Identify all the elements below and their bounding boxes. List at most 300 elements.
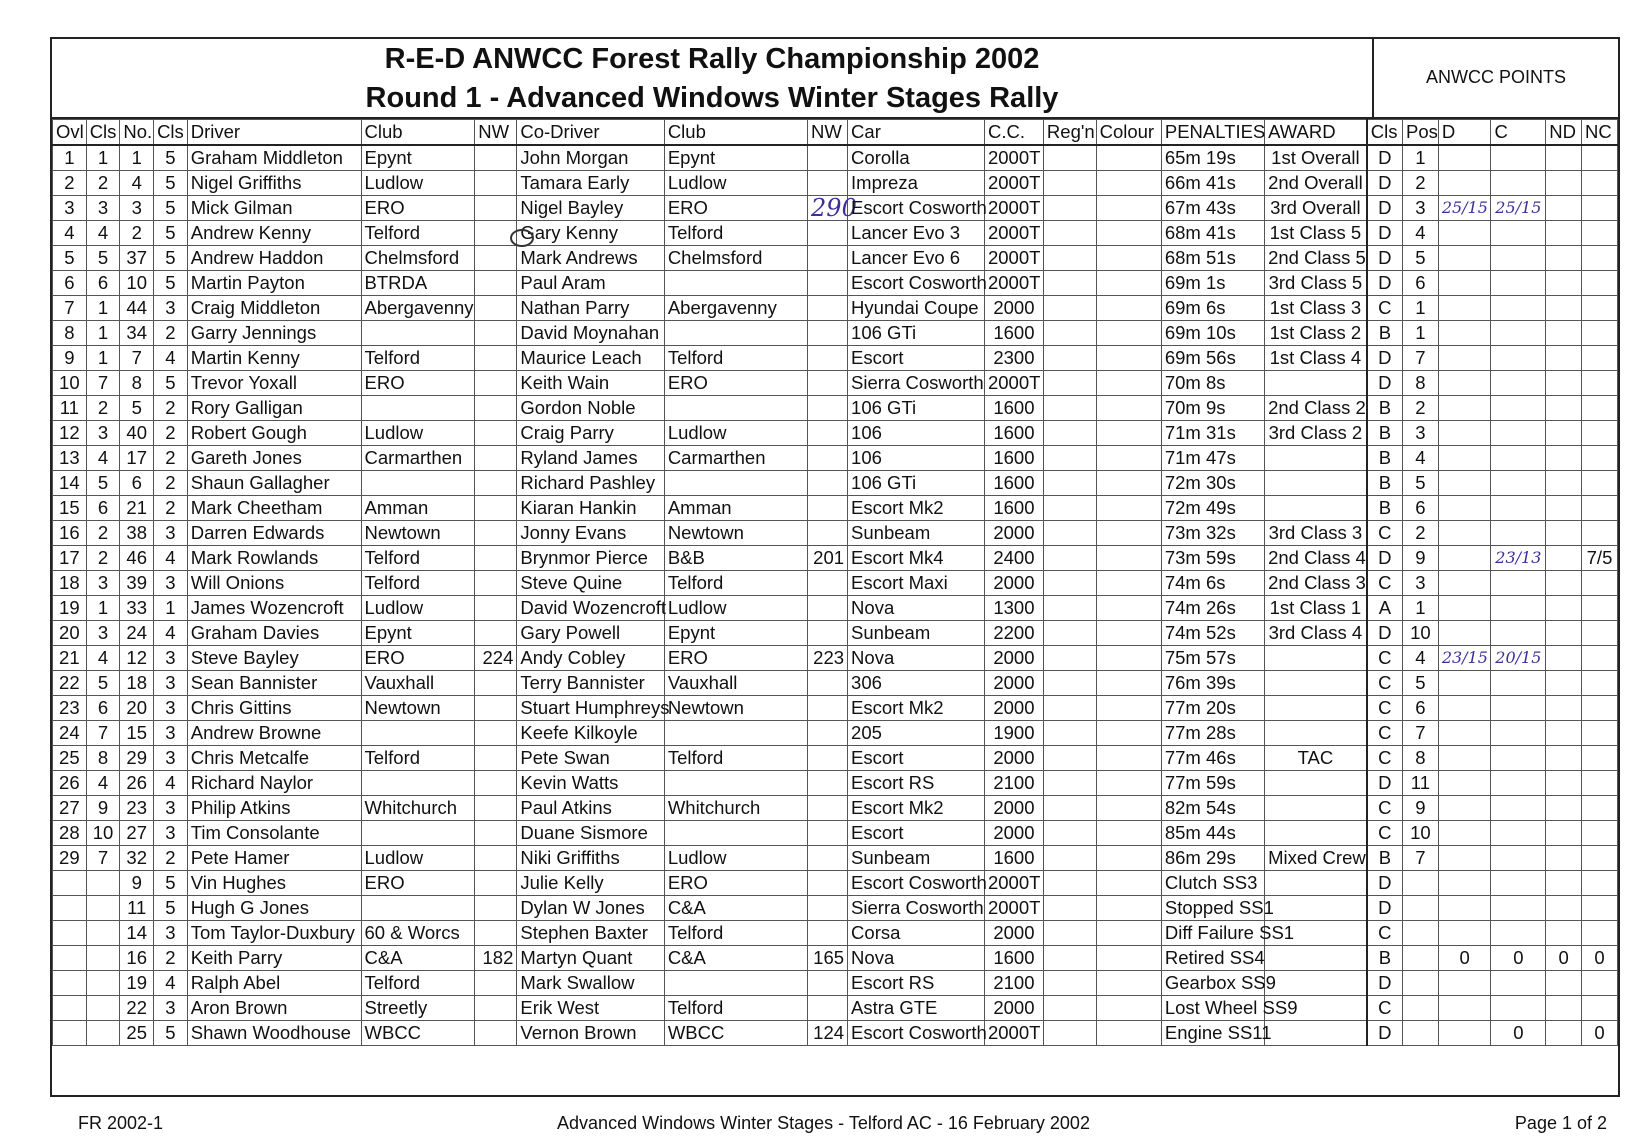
cell-penalties: 72m 49s [1161,496,1264,521]
cell-regn [1043,471,1096,496]
cell-pts-nd [1546,871,1582,896]
cell-club: ERO [361,871,475,896]
cell-club: Streetly [361,996,475,1021]
cell-pts-cls: B [1367,496,1403,521]
cell-car: Lancer Evo 6 [848,246,985,271]
cell-co-club: WBCC [664,1021,807,1046]
cell-co-nw [808,596,848,621]
cell-car: Escort [848,821,985,846]
cell-no: 10 [120,271,154,296]
header-class: Cls [154,120,188,146]
cell-cls: 3 [86,571,120,596]
cell-club: Telford [361,746,475,771]
cell-colour [1096,971,1161,996]
cell-pts-cls: D [1367,171,1403,196]
cell-car: 106 GTi [848,396,985,421]
cell-penalties: 77m 59s [1161,771,1264,796]
cell-co-driver: Brynmor Pierce [517,546,664,571]
cell-ovl [53,996,87,1021]
cell-co-club: C&A [664,946,807,971]
cell-ovl: 6 [53,271,87,296]
cell-pts-cls: D [1367,546,1403,571]
cell-pts-d [1438,271,1491,296]
table-row [53,571,1618,596]
points-label: ANWCC POINTS [1425,67,1566,87]
cell-ovl: 14 [53,471,87,496]
cell-co-driver: Andy Cobley [517,646,664,671]
cell-penalties: 69m 1s [1161,271,1264,296]
table-row [53,396,1618,421]
cell-car: Sunbeam [848,521,985,546]
cell-pts-cls: C [1367,921,1403,946]
cell-penalties: 69m 56s [1161,346,1264,371]
header-pts-pos: Pos [1403,120,1439,146]
cell-cls: 5 [86,246,120,271]
cell-club: Chelmsford [361,246,475,271]
cell-colour [1096,546,1161,571]
cell-driver: Philip Atkins [187,796,361,821]
cell-colour [1096,296,1161,321]
cell-pts-cls: B [1367,846,1403,871]
cell-ovl: 13 [53,446,87,471]
cell-co-club: Ludlow [664,421,807,446]
cell-pts-d: 25/15 [1438,196,1491,221]
cell-club: Ludlow [361,171,475,196]
cell-class: 3 [154,921,188,946]
cell-pts-pos [1403,1021,1439,1046]
cell-penalties: 65m 19s [1161,145,1264,171]
cell-co-driver: Mark Andrews [517,246,664,271]
cell-colour [1096,396,1161,421]
cell-co-club [664,971,807,996]
cell-pts-nd [1546,521,1582,546]
cell-penalties: 75m 57s [1161,646,1264,671]
cell-car: Sierra Cosworth [848,371,985,396]
cell-pts-nc [1582,746,1618,771]
cell-co-driver: Ryland James [517,446,664,471]
cell-cc: 2000 [984,646,1043,671]
cell-pts-nc [1582,246,1618,271]
cell-driver: Robert Gough [187,421,361,446]
cell-co-nw [808,346,848,371]
cell-pts-pos: 7 [1403,846,1439,871]
cell-cc: 2000T [984,871,1043,896]
cell-colour [1096,871,1161,896]
cell-class: 5 [154,145,188,171]
cell-car: Escort Mk4 [848,546,985,571]
cell-club [361,471,475,496]
cell-co-nw [808,171,848,196]
cell-co-club: Ludlow [664,596,807,621]
cell-no: 37 [120,246,154,271]
cell-nw: 182 [475,946,517,971]
cell-club [361,396,475,421]
cell-cc: 1600 [984,496,1043,521]
cell-cc: 2000T [984,246,1043,271]
cell-co-driver: Pete Swan [517,746,664,771]
cell-club: Telford [361,546,475,571]
cell-pts-c [1491,321,1546,346]
cell-pts-nd [1546,896,1582,921]
table-row [53,846,1618,871]
cell-club [361,321,475,346]
table-row [53,521,1618,546]
cell-nw [475,996,517,1021]
cell-regn [1043,546,1096,571]
cell-colour [1096,571,1161,596]
cell-car: Astra GTE [848,996,985,1021]
cell-co-nw [808,471,848,496]
cell-pts-d [1438,145,1491,171]
cell-penalties: 69m 6s [1161,296,1264,321]
cell-co-club: Ludlow [664,171,807,196]
cell-pts-nd [1546,496,1582,521]
table-row [53,671,1618,696]
cell-cc: 2400 [984,546,1043,571]
cell-pts-c [1491,571,1546,596]
cell-pts-nc [1582,321,1618,346]
cell-pts-cls: B [1367,946,1403,971]
cell-penalties: 69m 10s [1161,321,1264,346]
cell-pts-pos: 8 [1403,746,1439,771]
cell-pts-pos: 4 [1403,221,1439,246]
cell-pts-nd [1546,696,1582,721]
cell-co-driver: Paul Aram [517,271,664,296]
cell-regn [1043,145,1096,171]
cell-pts-nd: 0 [1546,946,1582,971]
cell-pts-nd [1546,721,1582,746]
cell-class: 5 [154,221,188,246]
cell-regn [1043,896,1096,921]
cell-penalties: 67m 43s [1161,196,1264,221]
cell-no: 14 [120,921,154,946]
cell-ovl: 19 [53,596,87,621]
cell-cc: 2000 [984,671,1043,696]
cell-regn [1043,796,1096,821]
cell-pts-pos: 1 [1403,296,1439,321]
cell-penalties: 76m 39s [1161,671,1264,696]
cell-pts-cls: A [1367,596,1403,621]
cell-cc: 2000 [984,996,1043,1021]
cell-regn [1043,721,1096,746]
cell-pts-nd [1546,796,1582,821]
table-row [53,371,1618,396]
cell-class: 2 [154,946,188,971]
cell-penalties: Stopped SS1 [1161,896,1264,921]
cell-driver: Mark Rowlands [187,546,361,571]
header-driver: Driver [187,120,361,146]
cell-co-club: Epynt [664,145,807,171]
cell-driver: Shawn Woodhouse [187,1021,361,1046]
cell-award: 3rd Class 3 [1265,521,1367,546]
cell-penalties: 68m 41s [1161,221,1264,246]
cell-pts-nc [1582,796,1618,821]
cell-pts-d [1438,521,1491,546]
cell-pts-c [1491,846,1546,871]
cell-pts-pos: 6 [1403,696,1439,721]
cell-driver: Chris Gittins [187,696,361,721]
cell-cls: 4 [86,771,120,796]
cell-co-club: Newtown [664,521,807,546]
cell-co-club [664,821,807,846]
cell-class: 5 [154,246,188,271]
cell-cc: 2000 [984,921,1043,946]
cell-pts-d [1438,721,1491,746]
cell-cc: 2300 [984,346,1043,371]
cell-class: 3 [154,296,188,321]
cell-pts-d [1438,321,1491,346]
cell-nw [475,796,517,821]
cell-penalties: 77m 20s [1161,696,1264,721]
table-row [53,821,1618,846]
cell-co-nw [808,721,848,746]
cell-pts-c [1491,821,1546,846]
cell-co-driver: Martyn Quant [517,946,664,971]
cell-cc: 2000T [984,221,1043,246]
cell-penalties: 73m 32s [1161,521,1264,546]
table-row [53,296,1618,321]
cell-pts-pos: 5 [1403,471,1439,496]
cell-award [1265,796,1367,821]
cell-driver: Shaun Gallagher [187,471,361,496]
cell-nw [475,296,517,321]
cell-pts-d [1438,446,1491,471]
table-row [53,321,1618,346]
cell-car: Nova [848,946,985,971]
cell-pts-c [1491,521,1546,546]
cell-driver: Garry Jennings [187,321,361,346]
cell-award [1265,946,1367,971]
cell-cls: 1 [86,596,120,621]
cell-pts-nd [1546,396,1582,421]
cell-co-driver: Stephen Baxter [517,921,664,946]
cell-cc: 2000 [984,821,1043,846]
cell-pts-c [1491,171,1546,196]
cell-regn [1043,921,1096,946]
cell-driver: Vin Hughes [187,871,361,896]
cell-club: Epynt [361,145,475,171]
cell-pts-c: 20/15 [1491,646,1546,671]
cell-co-driver: David Wozencroft [517,596,664,621]
cell-pts-nd [1546,196,1582,221]
cell-cls: 4 [86,646,120,671]
cell-car: 205 [848,721,985,746]
cell-driver: Andrew Browne [187,721,361,746]
cell-cls [86,921,120,946]
cell-pts-d [1438,921,1491,946]
cell-penalties: 74m 6s [1161,571,1264,596]
cell-no: 34 [120,321,154,346]
cell-nw [475,921,517,946]
cell-pts-nd [1546,346,1582,371]
cell-pts-nc [1582,221,1618,246]
cell-nw [475,896,517,921]
cell-regn [1043,271,1096,296]
cell-pts-nc [1582,171,1618,196]
cell-pts-pos: 6 [1403,496,1439,521]
cell-pts-c [1491,471,1546,496]
cell-nw [475,396,517,421]
table-body [53,145,1618,1046]
cell-colour [1096,221,1161,246]
cell-regn [1043,621,1096,646]
cell-class: 1 [154,596,188,621]
cell-co-driver: Stuart Humphreys [517,696,664,721]
cell-pts-nc [1582,996,1618,1021]
cell-class: 3 [154,796,188,821]
cell-colour [1096,996,1161,1021]
cell-pts-nd [1546,321,1582,346]
header-regn: Reg'n [1043,120,1096,146]
cell-pts-nc [1582,296,1618,321]
cell-co-club: Abergavenny [664,296,807,321]
cell-pts-nc [1582,471,1618,496]
cell-co-nw [808,996,848,1021]
cell-pts-c [1491,871,1546,896]
cell-car: Escort [848,346,985,371]
cell-co-club: Carmarthen [664,446,807,471]
cell-cls: 1 [86,321,120,346]
cell-car: 106 GTi [848,321,985,346]
cell-no: 40 [120,421,154,446]
cell-class: 4 [154,346,188,371]
cell-pts-cls: C [1367,996,1403,1021]
cell-no: 6 [120,471,154,496]
cell-pts-nc [1582,346,1618,371]
cell-club [361,821,475,846]
cell-co-club [664,396,807,421]
cell-pts-nc [1582,421,1618,446]
cell-no: 46 [120,546,154,571]
cell-pts-nc [1582,145,1618,171]
cell-ovl [53,896,87,921]
cell-colour [1096,271,1161,296]
cell-cls: 2 [86,171,120,196]
cell-cls: 2 [86,521,120,546]
cell-co-nw [808,921,848,946]
cell-pts-pos: 10 [1403,621,1439,646]
header-pts-cls: Cls [1367,120,1403,146]
cell-pts-nc [1582,871,1618,896]
cell-club: ERO [361,646,475,671]
cell-award [1265,896,1367,921]
cell-pts-nc [1582,671,1618,696]
table-row [53,271,1618,296]
cell-nw [475,671,517,696]
table-row [53,796,1618,821]
cell-no: 21 [120,496,154,521]
cell-class: 5 [154,896,188,921]
cell-car: Escort RS [848,971,985,996]
cell-pts-nc [1582,571,1618,596]
cell-colour [1096,196,1161,221]
cell-nw [475,496,517,521]
cell-class: 4 [154,546,188,571]
cell-pts-c [1491,696,1546,721]
cell-cls: 3 [86,421,120,446]
cell-pts-c [1491,596,1546,621]
cell-cls: 1 [86,296,120,321]
cell-award: 2nd Class 2 [1265,396,1367,421]
cell-award: 2nd Class 4 [1265,546,1367,571]
cell-pts-c: 25/15 [1491,196,1546,221]
header-co-nw: NW [808,120,848,146]
cell-colour [1096,896,1161,921]
cell-cc: 1300 [984,596,1043,621]
cell-pts-d [1438,621,1491,646]
cell-club: Telford [361,971,475,996]
table-row [53,446,1618,471]
cell-driver: Hugh G Jones [187,896,361,921]
cell-pts-cls: D [1367,971,1403,996]
cell-nw: 224 [475,646,517,671]
cell-pts-pos: 11 [1403,771,1439,796]
cell-co-driver: Kevin Watts [517,771,664,796]
header-ovl: Ovl [53,120,87,146]
cell-cc: 2000 [984,521,1043,546]
cell-club [361,896,475,921]
cell-driver: Chris Metcalfe [187,746,361,771]
cell-regn [1043,171,1096,196]
cell-pts-c [1491,221,1546,246]
cell-club: BTRDA [361,271,475,296]
cell-cc: 1600 [984,846,1043,871]
cell-no: 3 [120,196,154,221]
cell-colour [1096,496,1161,521]
cell-pts-d [1438,846,1491,871]
cell-pts-pos: 2 [1403,396,1439,421]
cell-club: ERO [361,371,475,396]
cell-ovl: 18 [53,571,87,596]
cell-award: 1st Class 3 [1265,296,1367,321]
cell-pts-c [1491,921,1546,946]
cell-pts-cls: D [1367,371,1403,396]
cell-pts-pos: 5 [1403,671,1439,696]
cell-award [1265,446,1367,471]
cell-car: Hyundai Coupe [848,296,985,321]
table-row [53,171,1618,196]
cell-class: 2 [154,496,188,521]
cell-pts-nc [1582,846,1618,871]
cell-pts-pos: 6 [1403,271,1439,296]
cell-co-club: Telford [664,571,807,596]
cell-award [1265,496,1367,521]
cell-colour [1096,371,1161,396]
cell-driver: Mark Cheetham [187,496,361,521]
cell-cls: 8 [86,746,120,771]
cell-pts-d [1438,396,1491,421]
cell-nw [475,821,517,846]
cell-pts-c [1491,396,1546,421]
header-cls: Cls [86,120,120,146]
cell-regn [1043,1021,1096,1046]
cell-pts-nd [1546,571,1582,596]
cell-pts-c [1491,771,1546,796]
cell-no: 20 [120,696,154,721]
cell-nw [475,546,517,571]
cell-pts-pos: 1 [1403,596,1439,621]
cell-cls: 3 [86,196,120,221]
cell-colour [1096,796,1161,821]
header-penalties: PENALTIES [1161,120,1264,146]
cell-co-club: ERO [664,371,807,396]
cell-ovl: 25 [53,746,87,771]
cell-co-nw: 223 [808,646,848,671]
cell-co-driver: Nathan Parry [517,296,664,321]
table-row [53,471,1618,496]
cell-co-club [664,771,807,796]
cell-colour [1096,721,1161,746]
